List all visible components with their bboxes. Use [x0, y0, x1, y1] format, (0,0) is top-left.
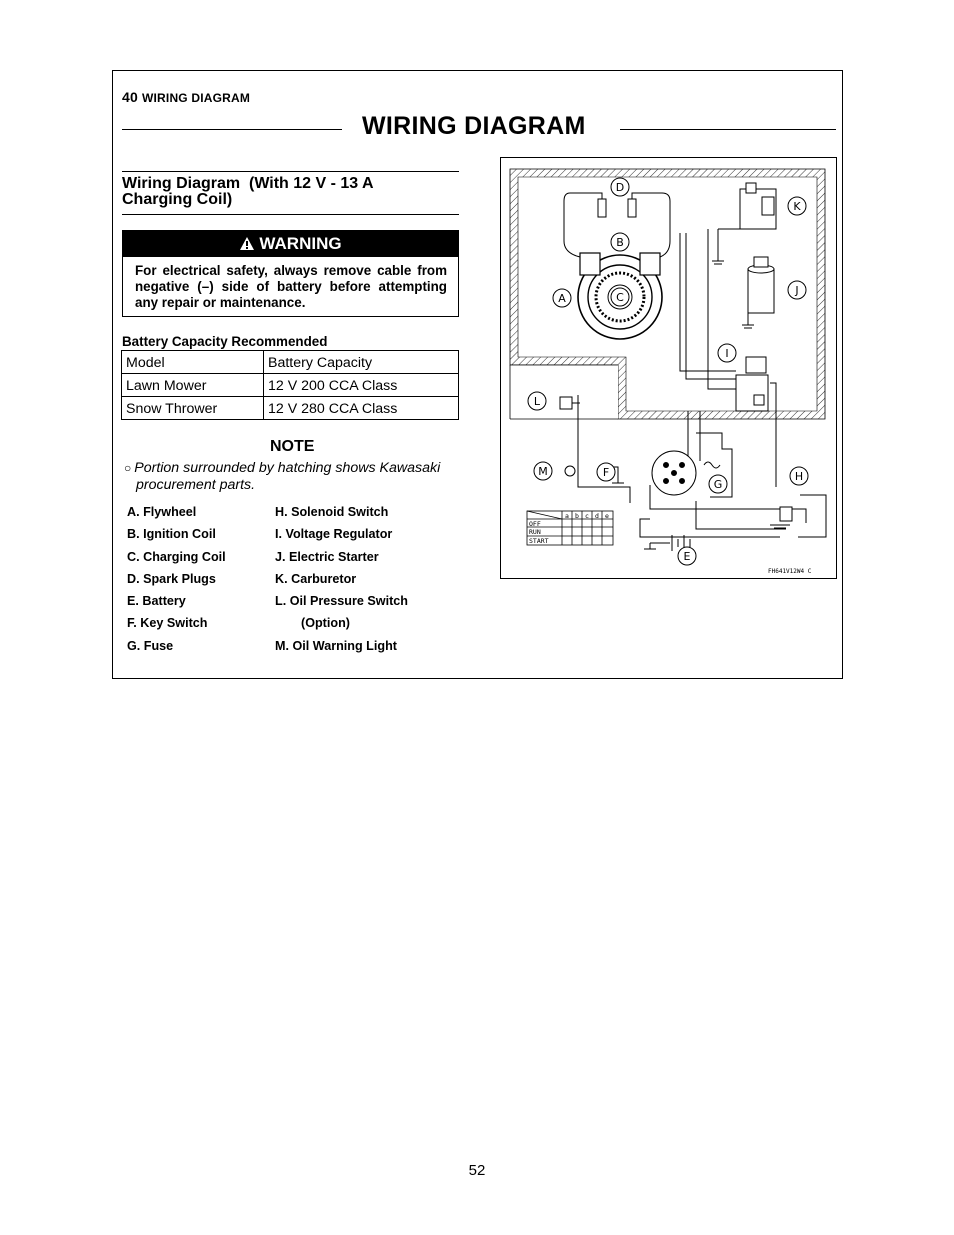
figure-code: FH641V12W4 C	[768, 568, 812, 575]
capacity-table	[121, 350, 459, 420]
legend-item: G. Fuse	[127, 638, 174, 653]
legend-right	[275, 501, 408, 657]
callout-l: L	[533, 395, 541, 408]
legend-item: A. Flywheel	[127, 505, 197, 519]
warning-box	[122, 230, 459, 317]
warning-triangle-icon	[239, 236, 255, 251]
warning-text: For electrical safety, always remove cable from negative (–) side of battery before attempting any repair or maintenance.	[135, 263, 447, 310]
legend-item: H. Solenoid Switch	[275, 505, 389, 519]
callout-h: H	[794, 470, 804, 483]
callout-d: D	[615, 181, 625, 194]
callout-g: G	[713, 478, 723, 491]
running-head	[122, 89, 250, 105]
wiring-diagram	[500, 157, 837, 579]
key-switch-graphic	[652, 451, 696, 495]
subtitle	[122, 176, 459, 208]
legend-item: L. Oil Pressure Switch	[275, 594, 408, 609]
subtitle-line-1: Wiring Diagram (With 12 V - 13 A	[122, 175, 374, 192]
legend-item: I. Voltage Regulator	[275, 527, 393, 542]
table-cell: 12 V 200 CCA Class	[264, 374, 459, 397]
callout-j: J	[795, 284, 799, 297]
switch-col-c: c	[585, 512, 589, 520]
note-heading: NOTE	[270, 438, 315, 455]
page-number: 52	[468, 1162, 486, 1179]
table-cell: Lawn Mower	[122, 374, 264, 397]
page-title: WIRING DIAGRAM	[362, 112, 586, 140]
warning-label: WARNING	[259, 234, 342, 253]
subtitle-rule-top	[122, 171, 459, 172]
legend-item: M. Oil Warning Light	[275, 638, 397, 653]
legend-item: J. Electric Starter	[275, 549, 379, 564]
note-text	[124, 460, 464, 494]
warning-header	[123, 231, 458, 257]
legend-item: E. Battery	[127, 594, 186, 609]
switch-col-a: a	[565, 512, 569, 520]
switch-col-b: b	[575, 512, 579, 520]
switch-row-off: OFF	[529, 520, 541, 528]
switch-row-run: RUN	[529, 528, 541, 536]
callout-e: E	[683, 550, 691, 563]
title-row	[122, 112, 836, 144]
legend-item: K. Carburetor	[275, 571, 357, 586]
table-row	[122, 397, 459, 420]
legend-item: B. Ignition Coil	[127, 527, 216, 542]
title-rule-left	[122, 129, 342, 130]
legend-item: F. Key Switch	[127, 616, 208, 631]
table-header-cell: Battery Capacity	[264, 351, 459, 374]
callout-i: I	[725, 347, 729, 360]
callout-c: C	[616, 291, 624, 304]
legend-left	[127, 501, 226, 657]
legend-item: D. Spark Plugs	[127, 571, 216, 586]
legend-item: (Option)	[301, 616, 350, 631]
note-line-1: Portion surrounded by hatching shows Kawasaki	[134, 460, 441, 476]
title-rule-right	[620, 129, 836, 130]
note-bullet: ○	[124, 461, 132, 475]
switch-col-d: d	[595, 512, 599, 520]
callout-f: F	[602, 466, 610, 479]
table-cell: Snow Thrower	[122, 397, 264, 420]
note-line-2: procurement parts.	[136, 477, 256, 493]
callout-k: K	[793, 200, 801, 213]
switch-row-start: START	[529, 537, 549, 545]
table-header-row	[122, 351, 459, 374]
legend-item: C. Charging Coil	[127, 549, 226, 564]
callout-a: A	[558, 292, 566, 305]
table-header-cell: Model	[122, 351, 264, 374]
section-name: WIRING DIAGRAM	[141, 91, 251, 105]
table-row	[122, 374, 459, 397]
subtitle-line-2: Charging Coil)	[122, 191, 233, 208]
table-cell: 12 V 280 CCA Class	[264, 397, 459, 420]
callout-m: M	[538, 465, 548, 478]
subtitle-rule-bottom	[122, 214, 459, 215]
switch-col-e: e	[605, 512, 609, 520]
callout-b: B	[616, 236, 624, 249]
section-number: 40	[122, 89, 138, 105]
capacity-heading: Battery Capacity Recommended	[122, 334, 328, 349]
